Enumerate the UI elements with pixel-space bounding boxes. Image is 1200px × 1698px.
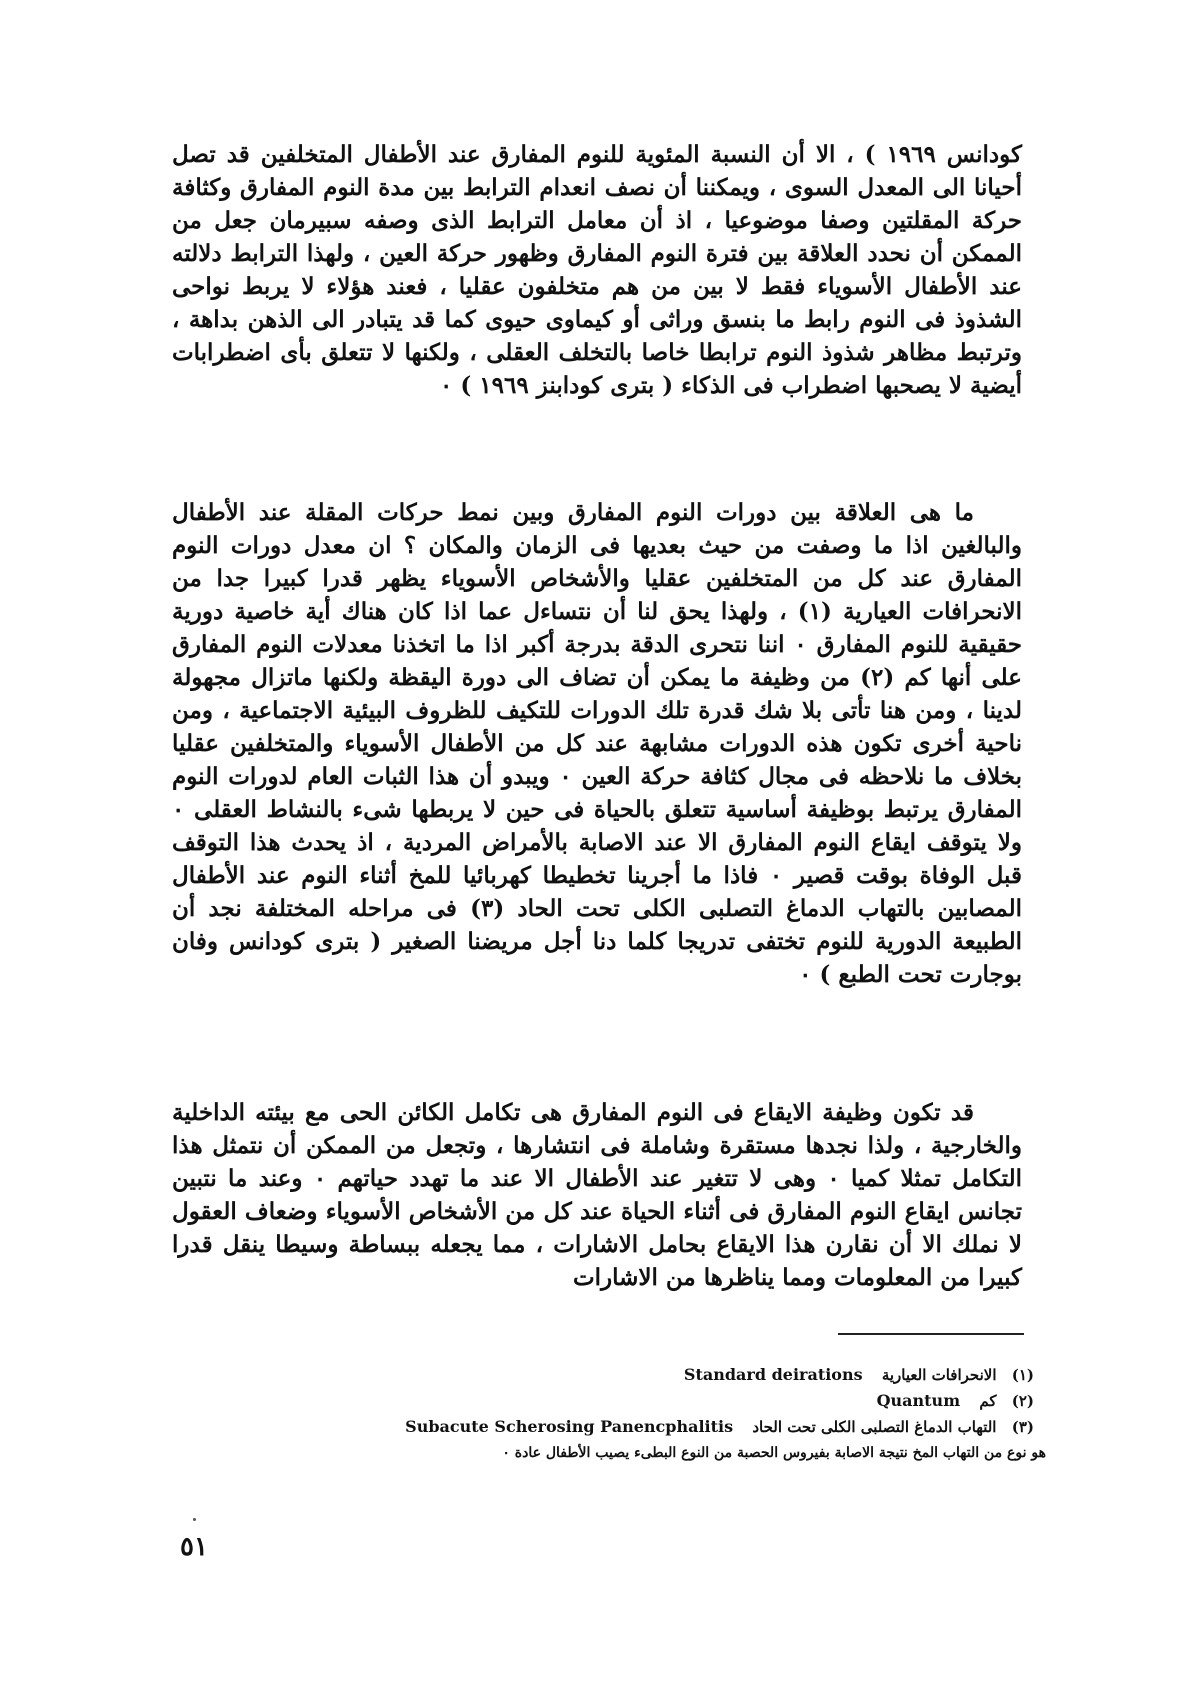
paragraph-1: كودانس ١٩٦٩ ) ، الا أن النسبة المئوية للنوم المفارق عند الأطفال المتخلفين قد تصل أحيانا الى المعدل السوى ، ويمكننا أن نصف انعدام الترابط بين مدة النوم المفارق وكثافة حركة المقلتين وصفا موضوعيا ، اذ أن معامل الترابط الذى وصفه سبيرمان جعل من الممكن أن نحدد العلاقة بين فترة النوم المفارق وظهور حركة العين ، ولهذا الترابط دلالته عند الأطفال الأسوياء فقط لا بين من هم متخلفون عقليا ، فعند هؤلاء لا يربط نواحى الشذوذ فى النوم رابط ما بنسق وراثى أو كيماوى حيوى كما قد يتبادر الى الذهن بداهة ، وترتبط مظاهر شذوذ النوم ترابطا خاصا بالتخلف العقلى ، ولكنها لا تتعلق بأى اضطرابات أيضية لا يصحبها اضطراب فى الذكاء ( بترى كودابنز ١٩٦٩ ) ٠: [172, 141, 1022, 399]
footnote-arabic: التهاب الدماغ التصلبى الكلى تحت الحاد: [752, 1418, 997, 1436]
footnote-arabic: الانحرافات العيارية: [881, 1366, 997, 1384]
footnotes: [170, 1362, 1056, 1466]
footnote-separator: [838, 1333, 1024, 1335]
paragraph-2: ما هى العلاقة بين دورات النوم المفارق وبين نمط حركات المقلة عند الأطفال والبالغين اذا ما وصفت من حيث بعديها فى الزمان والمكان ؟ ان معدل دورات النوم المفارق عند كل من المتخلفين عقليا والأشخاص الأسوياء يظهر قدرا كبيرا جدا من الانحرافات العيارية (١) ، ولهذا يحق لنا أن نتساءل عما اذا كان هناك أية خاصية دورية حقيقية للنوم المفارق ٠ اننا نتحرى الدقة بدرجة أكبر اذا ما اتخذنا معدلات النوم المفارق على أنها كم (٢) من وظيفة ما يمكن أن تضاف الى دورة اليقظة ولكنها ماتزال مجهولة لدينا ، ومن هنا تأتى بلا شك قدرة تلك الدورات للتكيف للظروف البيئية الاجتماعية ، ومن ناحية أخرى تكون هذه الدورات مشابهة عند كل من الأطفال الأسوياء والمتخلفين عقليا بخلاف ما نلاحظه فى مجال كثافة حركة العين ٠ ويبدو أن هذا الثبات العام لدورات النوم المفارق يرتبط بوظيفة أساسية تتعلق بالحياة فى حين لا يربطها شىء بالنشاط العقلى ٠ ولا يتوقف ايقاع النوم المفارق الا عند الاصابة بالأمراض المردية ، اذ يحدث هذا التوقف قبل الوفاة بوقت قصير ٠ فاذا ما أجرينا تخطيطا كهربائيا للمخ أثناء النوم عند الأطفال المصابين بالتهاب الدماغ التصلبى الكلى تحت الحاد (٣) فى مراحله المختلفة نجد أن الطبيعة الدورية للنوم تختفى تدريجا كلما دنا أجل مريضنا الصغير ( بترى كودانس وفان بوجارت تحت الطبع ) ٠: [172, 499, 1023, 988]
paragraph-3: قد تكون وظيفة الايقاع فى النوم المفارق هى تكامل الكائن الحى مع بيئته الداخلية والخارجية ، ولذا نجدها مستقرة وشاملة فى انتشارها ، وتجعل من الممكن أن نتمثل هذا التكامل تمثلا كميا ٠ وهى لا تتغير عند الأطفال الا عند ما تهدد حياتهم ٠ وعند ما نتبين تجانس ايقاع النوم المفارق فى أثناء الحياة عند كل من الأشخاص الأسوياء وضعاف العقول لا نملك الا أن نقارن هذا الايقاع بحامل الاشارات ، مما يجعله ببساطة وسيطا ينقل قدرا كبيرا من المعلومات ومما يناظرها من الاشارات: [172, 1099, 1022, 1291]
footnote-number: (٣): [1011, 1418, 1034, 1436]
footnote-arabic: كم: [979, 1392, 997, 1410]
footnote-3-continuation: [170, 1440, 1056, 1466]
footnote-number: (١): [1011, 1366, 1034, 1384]
footnote-arabic: هو نوع من التهاب المخ نتيجة الاصابة بفيروس الحصبة من النوع البطىء يصيب الأطفال عادة ٠: [502, 1445, 1046, 1461]
footnote-number: (٢): [1011, 1392, 1034, 1410]
scan-speck: [193, 1518, 196, 1521]
footnote-english: Standard deirations: [683, 1365, 863, 1384]
footnote-english: Subacute Scherosing Panencphalitis: [405, 1417, 734, 1436]
footnote-1: [170, 1362, 1056, 1388]
page-number: ٥١: [180, 1532, 208, 1562]
footnote-2: [170, 1388, 1056, 1414]
footnote-3: [170, 1414, 1056, 1440]
footnote-english: Quantum: [876, 1391, 961, 1410]
